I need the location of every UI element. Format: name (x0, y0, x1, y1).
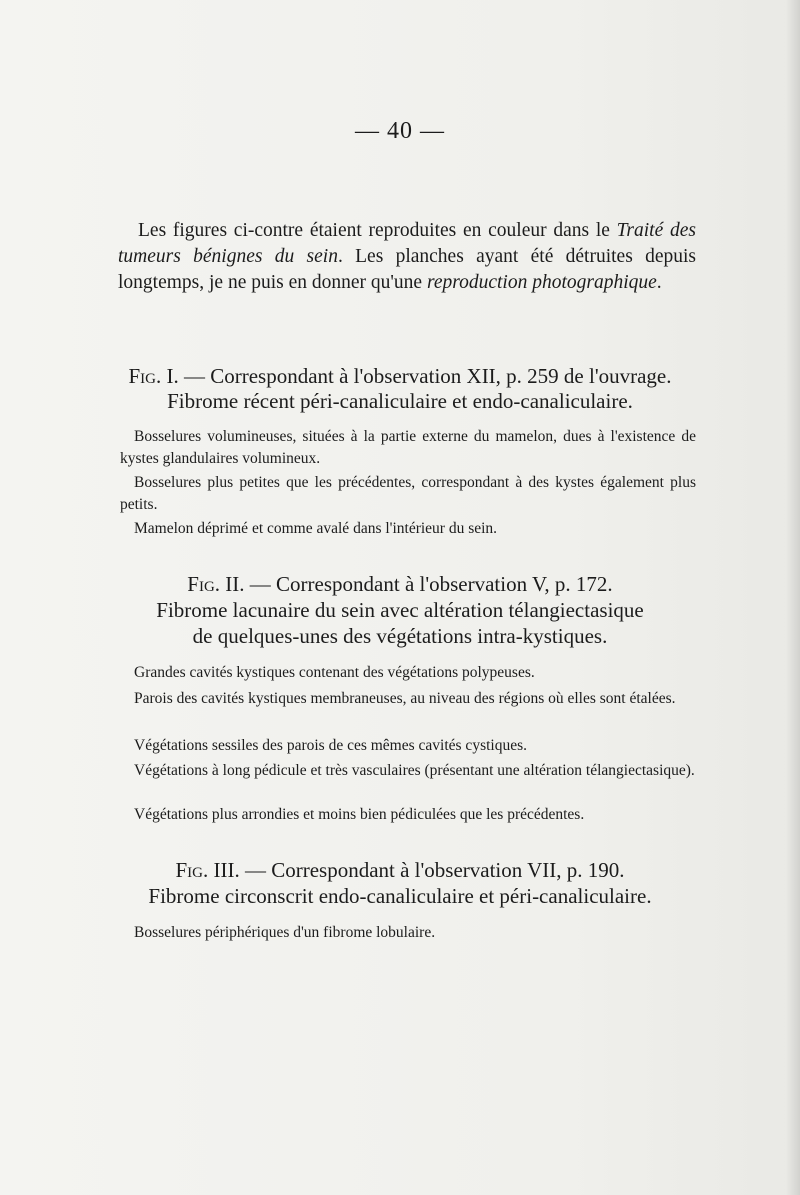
page-number: — 40 — (355, 118, 445, 144)
intro-italic-title: Traité des tumeurs bénignes du sein (118, 220, 696, 267)
fig-1-reference: — Correspondant à l'observation XII, p. 259 de l'ouvrage. (178, 364, 672, 388)
fig-3-heading (0, 857, 800, 883)
fig-2-title-line-2: de quelques-unes des végétations intra-kystiques. (192, 624, 608, 648)
fig-2-item-5: Végétations plus arrondies et moins bien pédiculées que les précédentes. (134, 806, 585, 823)
fig-1-title: Fibrome récent péri-canaliculaire et endo-canaliculaire. (167, 389, 633, 413)
intro-text-3: . (656, 272, 662, 293)
intro-text-2: . Les planches ayant été détruites depuis longtemps, je ne puis en donner qu'une (118, 246, 696, 293)
fig-1-item-3: Mamelon déprimé et comme avalé dans l'intérieur du sein. (134, 520, 498, 537)
fig-2-item-4: Végétations à long pédicule et très vasculaires (présentant une altération télangiectasique). (134, 762, 695, 779)
fig-3-item-1: Bosselures périphériques d'un fibrome lobulaire. (134, 924, 436, 941)
fig-2-title: Fibrome lacunaire du sein avec altération télangiectasique (156, 598, 644, 622)
fig-2-reference: — Correspondant à l'observation V, p. 172. (244, 572, 613, 596)
intro-italic-reproduction: reproduction photographique (426, 272, 657, 293)
fig-3-title: Fibrome circonscrit endo-canaliculaire et péri-canaliculaire. (148, 884, 652, 908)
fig-1-heading (0, 363, 800, 389)
fig-2-item-1: Grandes cavités kystiques contenant des végétations polypeuses. (134, 664, 535, 681)
fig-2-item-3: Végétations sessiles des parois de ces mêmes cavités cystiques. (134, 737, 527, 754)
fig-3-label: Fig. III. (175, 858, 240, 882)
fig-2-item-2: Parois des cavités kystiques membraneuses, au niveau des régions où elles sont étalées. (134, 690, 676, 707)
fig-1-label: Fig. I. (128, 364, 179, 388)
fig-2-label: Fig. II. (187, 572, 245, 596)
intro-text-1: Les figures ci-contre étaient reproduites en couleur dans le (138, 220, 617, 241)
fig-1-item-2: Bosselures plus petites que les précédentes, correspondant à des kystes également plus petits. (120, 474, 696, 513)
fig-2-heading (0, 571, 800, 597)
intro-paragraph (118, 218, 696, 296)
fig-1-item-1: Bosselures volumineuses, situées à la partie externe du mamelon, dues à l'existence de kystes glandulaires volumineux. (120, 428, 696, 467)
fig-3-reference: — Correspondant à l'observation VII, p. 190. (239, 858, 625, 882)
